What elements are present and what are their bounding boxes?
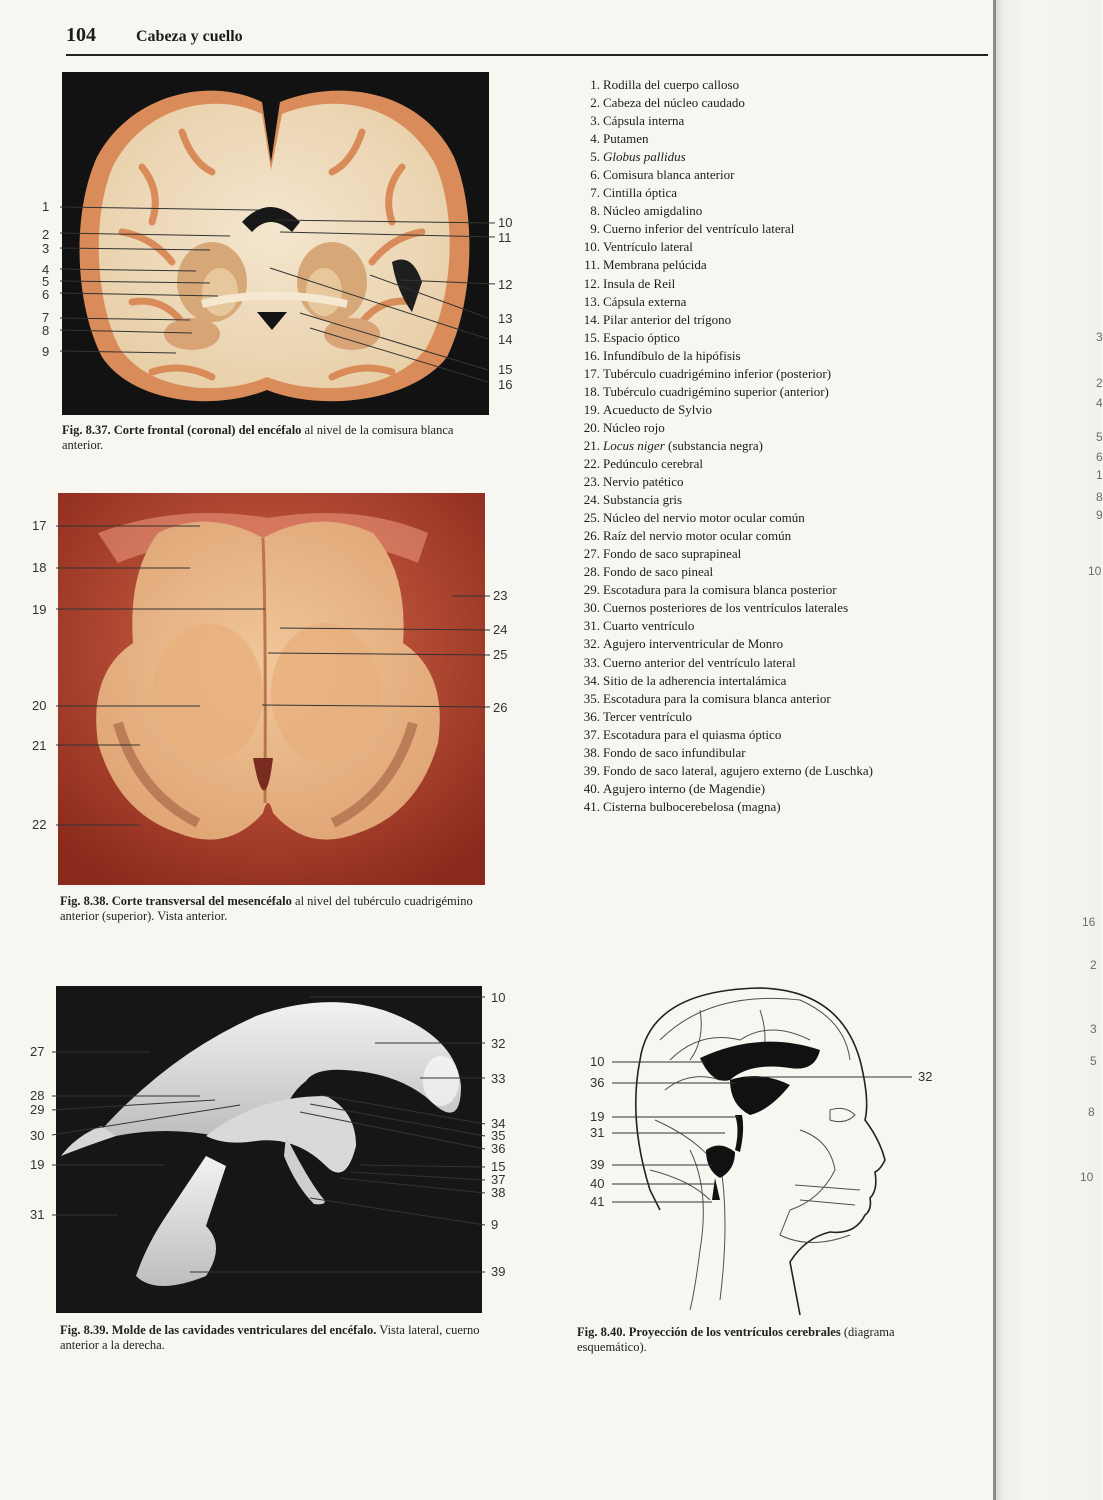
legend-number: 26.	[583, 528, 600, 544]
legend-text: Rodilla del cuerpo calloso	[603, 77, 740, 92]
legend-number: 10.	[583, 239, 600, 255]
legend-text: Membrana pelúcida	[603, 257, 707, 273]
figure-callout-label: 35	[491, 1128, 506, 1143]
figure-callout-label: 11	[498, 230, 512, 245]
figure-callout-label: 14	[498, 332, 513, 347]
legend-item	[578, 798, 873, 816]
legend-item	[578, 635, 873, 653]
legend-item	[578, 94, 873, 112]
figure-callout-label: 20	[32, 698, 47, 713]
legend-number: 32.	[583, 636, 600, 652]
legend-item	[578, 780, 873, 798]
legend-text: Infundíbulo de la hipófisis	[603, 347, 741, 363]
figure-callout-label: 15	[498, 362, 513, 377]
legend-number: 31.	[583, 618, 600, 634]
legend-item	[578, 365, 873, 383]
figure-callout-label: 39	[491, 1264, 506, 1279]
bleed-number: 4	[1096, 396, 1103, 410]
bleed-number: 5	[1096, 430, 1103, 444]
figure-callout-label: 1	[42, 199, 50, 214]
legend-number: 21.	[583, 437, 600, 453]
caption-bold: Fig. 8.39. Molde de las cavidades ventriculares del encéfalo.	[60, 1323, 377, 1337]
caption-text: (diagrama esquemático).	[577, 1325, 895, 1354]
legend-item	[578, 563, 873, 581]
legend-item	[578, 401, 873, 419]
figure-callout-label: 23	[493, 588, 508, 603]
bleed-number: 10	[1088, 564, 1102, 578]
legend-text: Núcleo amigdalino	[603, 203, 703, 219]
legend-number: 9.	[590, 221, 600, 237]
figure-callout-label: 41	[590, 1194, 605, 1209]
figure-callout-label: 27	[30, 1044, 45, 1059]
figure-callout-label: 13	[498, 311, 513, 326]
bleed-number: 2	[1096, 376, 1103, 390]
legend-item	[578, 509, 873, 527]
legend-number: 39.	[583, 762, 600, 778]
bleed-number: 6	[1096, 450, 1103, 464]
legend-number: 6.	[590, 167, 600, 183]
adjacent-page	[995, 0, 1101, 1500]
header-rule	[66, 54, 988, 56]
legend-text: Tercer ventrículo	[603, 708, 692, 724]
legend-text: Cuarto ventrículo	[603, 618, 695, 634]
bleed-number: 3	[1096, 330, 1103, 344]
legend-text: Cuernos posteriores de los ventrículos laterales	[603, 600, 849, 616]
figure-callout-label: 38	[491, 1185, 506, 1200]
bleed-number: 8	[1088, 1105, 1095, 1119]
legend-item	[578, 726, 873, 744]
figure-callout-label: 19	[30, 1157, 45, 1172]
figure-8-40-caption	[577, 1325, 917, 1355]
legend-item	[578, 744, 873, 762]
legend-item	[578, 311, 873, 329]
figure-callout-label: 6	[42, 287, 50, 302]
legend-text: Raíz del nervio motor ocular común	[603, 528, 792, 544]
legend-item	[578, 220, 873, 238]
legend-text: Tubérculo cuadrigémino inferior (posterior)	[603, 365, 832, 381]
figure-callout-label: 8	[42, 323, 50, 338]
figure-8-38-photo	[58, 493, 485, 885]
legend-item	[578, 690, 873, 708]
legend-text: Cápsula interna	[603, 113, 685, 129]
figure-callout-label: 10	[498, 215, 513, 230]
legend-text: Agujero interno (de Magendie)	[603, 780, 766, 796]
legend-item	[578, 708, 873, 726]
figure-callout-label: 19	[590, 1109, 605, 1124]
legend-text: Fondo de saco pineal	[603, 564, 714, 580]
legend-text: Pilar anterior del trígono	[603, 311, 732, 327]
legend-text: Escotadura para la comisura blanca anterior	[603, 690, 831, 706]
legend-text: Cuerno inferior del ventrículo lateral	[603, 221, 795, 237]
bleed-number: 1	[1096, 468, 1103, 482]
legend-number: 24.	[583, 492, 600, 508]
bleed-number: 3	[1090, 1022, 1097, 1036]
legend-number: 17.	[583, 365, 600, 381]
legend-item	[578, 329, 873, 347]
page-gutter	[993, 0, 996, 1500]
figure-callout-label: 32	[918, 1069, 933, 1084]
legend-number: 35.	[583, 690, 600, 706]
legend-number: 34.	[583, 672, 600, 688]
legend-text: Escotadura para el quiasma óptico	[603, 726, 782, 742]
legend-item	[578, 581, 873, 599]
legend-item	[578, 545, 873, 563]
legend-text: Acueducto de Sylvio	[603, 401, 713, 417]
figure-callout-label: 3	[42, 241, 50, 256]
legend-number: 36.	[583, 708, 600, 724]
figure-callout-label: 29	[30, 1102, 45, 1117]
page-number: 104	[66, 24, 96, 46]
legend-text: Agujero interventricular de Monro	[603, 636, 784, 652]
legend-item	[578, 599, 873, 617]
legend-text: Putamen	[603, 131, 649, 147]
legend-number: 2.	[590, 95, 600, 111]
bleed-number: 10	[1080, 1170, 1094, 1184]
figure-callout-label: 16	[498, 377, 513, 392]
legend-number: 27.	[583, 546, 600, 562]
caption-bold: Fig. 8.40. Proyección de los ventrículos cerebrales	[577, 1325, 841, 1339]
legend-item	[578, 238, 873, 256]
legend-number: 19.	[583, 401, 600, 417]
legend-item	[578, 654, 873, 672]
caption-text: Vista lateral, cuerno anterior a la derecha.	[60, 1323, 480, 1352]
legend-number: 7.	[590, 185, 600, 201]
figure-callout-label: 18	[32, 560, 47, 575]
legend-item	[578, 275, 873, 293]
legend-number: 16.	[583, 347, 600, 363]
bleed-number: 2	[1090, 958, 1097, 972]
legend-number: 13.	[583, 293, 600, 309]
legend-item	[578, 202, 873, 220]
figure-callout-label: 12	[498, 277, 513, 292]
legend-number: 5.	[590, 149, 600, 165]
legend-item	[578, 130, 873, 148]
figure-callout-label: 32	[491, 1036, 506, 1051]
legend-item	[578, 672, 873, 690]
legend-number: 33.	[583, 654, 600, 670]
legend-number: 14.	[583, 311, 600, 327]
figure-callout-label: 40	[590, 1176, 605, 1191]
legend-list	[578, 76, 873, 816]
legend-text: Comisura blanca anterior	[603, 167, 735, 183]
figure-callout-label: 10	[590, 1054, 605, 1069]
figure-callout-label: 5	[42, 274, 50, 289]
legend-item	[578, 762, 873, 780]
legend-item	[578, 383, 873, 401]
legend-number: 11.	[584, 257, 600, 273]
figure-8-39-photo	[56, 986, 482, 1313]
legend-text: Tubérculo cuadrigémino superior (anterior)	[603, 383, 829, 399]
legend-text: Cisterna bulbocerebelosa (magna)	[603, 798, 781, 814]
figure-callout-label: 24	[493, 622, 508, 637]
legend-text: Locus niger	[603, 437, 665, 453]
caption-text: al nivel de la comisura blanca anterior.	[62, 423, 454, 452]
legend-text: Globus pallidus	[603, 149, 686, 165]
legend-number: 22.	[583, 455, 600, 471]
figure-callout-label: 15	[491, 1159, 506, 1174]
legend-number: 20.	[583, 419, 600, 435]
bleed-number: 16	[1082, 915, 1096, 929]
legend-text: Cintilla óptica	[603, 185, 678, 201]
legend-item	[578, 473, 873, 491]
running-title: Cabeza y cuello	[136, 28, 243, 45]
figure-callout-label: 2	[42, 227, 50, 242]
legend-item	[578, 184, 873, 202]
caption-bold: Fig. 8.38. Corte transversal del mesencéfalo	[60, 894, 292, 908]
legend-number: 18.	[583, 383, 600, 399]
legend-item	[578, 166, 873, 184]
bleed-number: 9	[1096, 508, 1103, 522]
legend-item	[578, 256, 873, 274]
legend-number: 25.	[583, 510, 600, 526]
figure-8-38-caption	[60, 894, 488, 924]
figure-callout-label: 21	[32, 738, 47, 753]
figure-callout-label: 4	[42, 262, 50, 277]
figure-callout-label: 9	[491, 1217, 499, 1232]
legend-number: 30.	[583, 600, 600, 616]
figure-8-37-photo	[62, 72, 489, 415]
legend-number: 29.	[583, 582, 600, 598]
figure-callout-label: 39	[590, 1157, 605, 1172]
legend-item	[578, 491, 873, 509]
legend-number: 37.	[583, 726, 600, 742]
figure-callout-label: 30	[30, 1128, 45, 1143]
legend-number: 8.	[590, 203, 600, 219]
legend-number: 1.	[590, 77, 600, 92]
legend-number: 28.	[583, 564, 600, 580]
figure-callout-label: 9	[42, 344, 50, 359]
figure-8-39-caption	[60, 1323, 492, 1353]
caption-text: al nivel del tubérculo cuadrigémino anterior (superior). Vista anterior.	[60, 894, 473, 923]
caption-bold: Fig. 8.37. Corte frontal (coronal) del encéfalo	[62, 423, 302, 437]
legend-text: Insula de Reil	[603, 275, 676, 291]
legend-item	[578, 76, 873, 94]
legend-text: Pedúnculo cerebral	[603, 455, 703, 471]
legend-text: Núcleo rojo	[603, 419, 665, 435]
legend-text: Nervio patético	[603, 474, 684, 490]
figure-callout-label: 37	[491, 1172, 506, 1187]
legend-number: 12.	[583, 275, 600, 291]
legend-text: Núcleo del nervio motor ocular común	[603, 510, 805, 526]
legend-text: Substancia gris	[603, 492, 683, 508]
figure-callout-label: 36	[590, 1075, 605, 1090]
figure-callout-label: 34	[491, 1116, 506, 1131]
legend-number: 4.	[590, 131, 600, 147]
legend-text-suffix: (substancia negra)	[664, 437, 763, 453]
figure-callout-label: 7	[42, 310, 50, 325]
legend-item	[578, 347, 873, 365]
legend-text: Cabeza del núcleo caudado	[603, 95, 745, 111]
legend-item	[578, 419, 873, 437]
legend-text: Fondo de saco suprapineal	[603, 546, 742, 562]
figure-callout-label: 36	[491, 1141, 506, 1156]
legend-text: Espacio óptico	[603, 329, 680, 345]
figure-callout-label: 25	[493, 647, 508, 662]
figure-callout-label: 31	[590, 1125, 605, 1140]
legend-text: Escotadura para la comisura blanca posterior	[603, 582, 837, 598]
legend-item	[578, 437, 873, 455]
legend-item	[578, 112, 873, 130]
figure-callout-label: 31	[30, 1207, 45, 1222]
legend-number: 41.	[583, 798, 600, 814]
legend-item	[578, 148, 873, 166]
legend-number: 15.	[583, 329, 600, 345]
figure-8-37-caption	[62, 423, 482, 453]
legend-number: 38.	[583, 744, 600, 760]
figure-callout-label: 17	[32, 518, 47, 533]
figure-callout-label: 26	[493, 700, 508, 715]
legend-item	[578, 455, 873, 473]
legend-text: Fondo de saco lateral, agujero externo (de Luschka)	[603, 762, 874, 778]
legend-text: Ventrículo lateral	[603, 239, 693, 255]
legend-item	[578, 527, 873, 545]
legend-number: 40.	[583, 780, 600, 796]
figure-callout-label: 10	[491, 990, 506, 1005]
legend-number: 23.	[583, 474, 600, 490]
figure-callout-label: 19	[32, 602, 47, 617]
bleed-number: 8	[1096, 490, 1103, 504]
legend-item	[578, 617, 873, 635]
figure-callout-label: 33	[491, 1071, 506, 1086]
legend-text: Sitio de la adherencia intertalámica	[603, 672, 787, 688]
legend-text: Cuerno anterior del ventrículo lateral	[603, 654, 796, 670]
figure-callout-label: 22	[32, 817, 47, 832]
legend-text: Cápsula externa	[603, 293, 687, 309]
bleed-number: 5	[1090, 1054, 1097, 1068]
legend-text: Fondo de saco infundibular	[603, 744, 746, 760]
legend-item	[578, 293, 873, 311]
legend-number: 3.	[590, 113, 600, 129]
figure-callout-label: 28	[30, 1088, 45, 1103]
